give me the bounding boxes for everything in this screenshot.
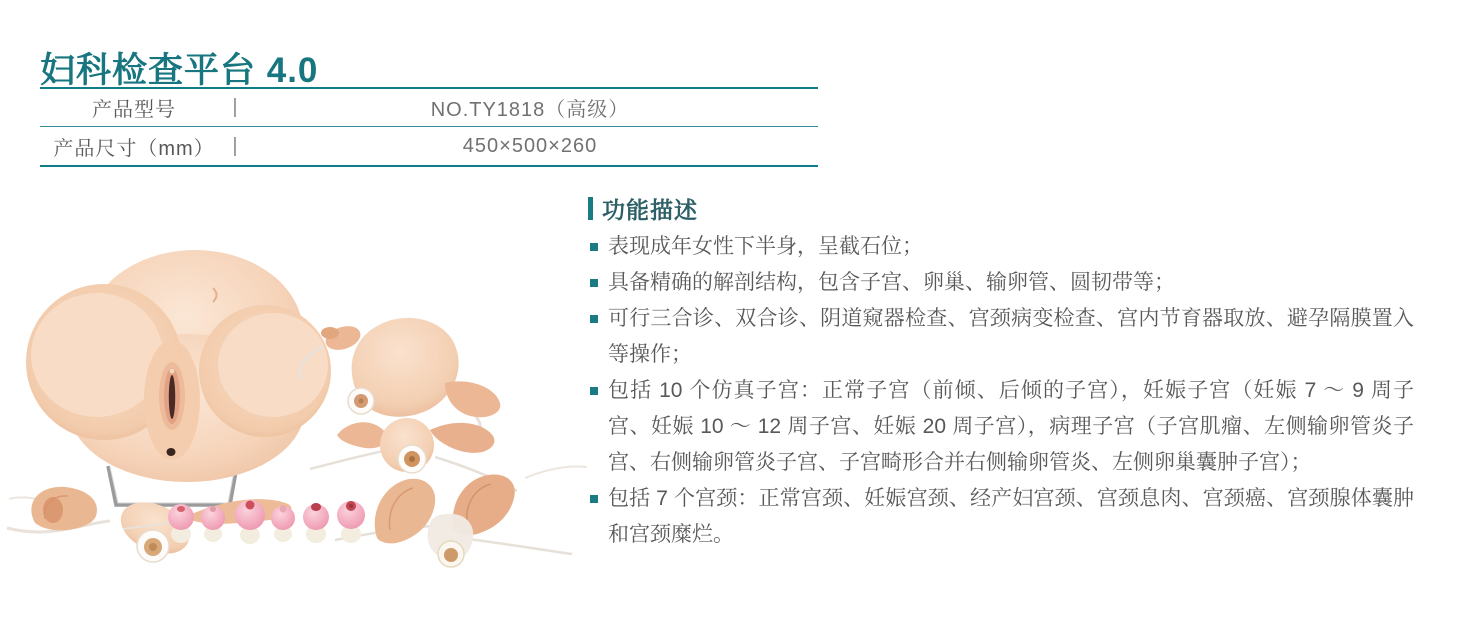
section-heading [588,194,1414,222]
bullet-square-icon [590,315,598,323]
spec-row-model [40,89,818,127]
spec-table [40,87,818,167]
page-title: 妇科检查平台 4.0 [40,51,319,91]
feature-item [588,373,1414,481]
feature-text: 具备精确的解剖结构，包含子宫、卵巢、输卵管、圆韧带等； [608,271,1175,294]
spec-separator: | [232,96,238,118]
features-section [588,194,1414,553]
feature-item [588,481,1414,553]
bullet-square-icon [590,279,598,287]
spec-label: 产品尺寸（mm） [53,137,215,160]
bullet-square-icon [590,495,598,503]
spec-label: 产品型号 [92,99,176,121]
cervix-model [168,504,194,543]
feature-text: 表现成年女性下半身，呈截石位； [608,235,923,258]
feature-text: 包括 10 个仿真子宫：正常子宫（前倾、后倾的子宫），妊娠子宫（妊娠 7 ～ 9 周子宫、妊娠 10 ～ 12 周子宫、妊娠 20 周子宫），病理子宫（子宫肌瘤、左侧输卵管炎子宫、右侧输卵管炎子宫、子宫畸形合并右侧输卵管炎、左侧卵巢囊肿子宫）； [608,379,1414,474]
cervix-model [303,503,329,543]
product-photo [5,238,590,640]
spec-row-size [40,127,818,165]
spec-value: 450×500×260 [462,134,598,157]
spec-value: NO.TY1818（高级） [430,99,630,121]
spec-separator: | [232,134,238,157]
uterus-adnexa-model-right [335,466,587,567]
anus-detail [167,448,176,456]
features-list [588,229,1414,553]
cervix-model [337,501,365,543]
cervix-model [201,506,225,542]
torso-model [26,250,331,482]
feature-item [588,301,1414,373]
heading-accent-bar-icon [588,197,593,220]
feature-text: 包括 7 个宫颈：正常宫颈、妊娠宫颈、经产妇宫颈、宫颈息肉、宫颈癌、宫颈腺体囊肿和宫颈糜烂。 [608,487,1414,546]
vulva-detail [159,362,185,430]
cervix-model [271,506,295,543]
feature-text: 可行三合诊、双合诊、阴道窥器检查、宫颈病变检查、宫内节育器取放、避孕隔膜置入等操作； [608,307,1414,366]
feature-item [588,229,1414,265]
feature-item [588,265,1414,301]
bullet-square-icon [590,243,598,251]
cervix-model [235,500,265,544]
bullet-square-icon [590,387,598,395]
section-heading-label: 功能描述 [602,196,698,223]
